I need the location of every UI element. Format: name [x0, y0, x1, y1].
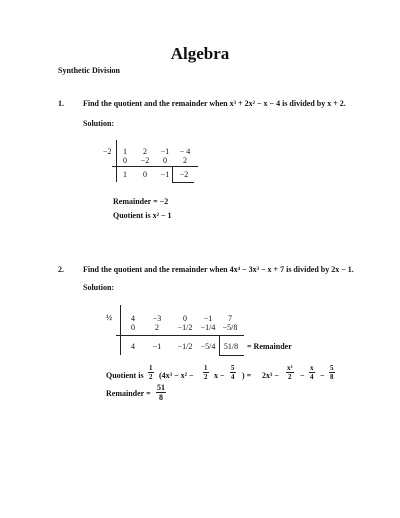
- q2-remainder-tag: = Remainder: [247, 342, 292, 351]
- question-1-text-a: Find the quotient and the remainder when: [83, 99, 230, 108]
- q1-remainder-underline: [172, 182, 194, 183]
- question-1-divisor-text: x + 2.: [327, 99, 346, 108]
- q1-r2-c2: −2: [140, 156, 150, 165]
- q2-r1-c2: −3: [152, 314, 162, 323]
- q2-r3-c5: 51/8: [223, 342, 239, 351]
- q1-r2-c3: 0: [163, 156, 167, 165]
- question-2-text-b: is divided by: [284, 265, 332, 274]
- q2-quotient-minus-2: −: [320, 371, 325, 380]
- q1-quotient-label: Quotient is: [113, 211, 153, 220]
- q2-r3-c3: −1/2: [177, 342, 193, 351]
- q2-remainder-underline: [219, 355, 244, 356]
- q2-quotient-frac-2: $\frac{1}{2}$: [204, 364, 208, 381]
- question-1-expr: x³ + 2x² − x − 4: [229, 99, 281, 108]
- q2-quotient-minus-1: −: [300, 371, 305, 380]
- q2-quotient-frac-1: $\frac{1}{2}$: [149, 364, 153, 381]
- q2-quotient-frac-5: $\frac{x}{4}$: [310, 364, 314, 381]
- page-title: Algebra: [170, 44, 230, 63]
- q2-quotient-paren-open: (4x³ − x² −: [159, 371, 194, 380]
- q1-r1-c2: 2: [143, 147, 147, 156]
- question-1-text-b: is divided by: [280, 99, 328, 108]
- q2-r2-c2: 2: [155, 323, 159, 332]
- q1-r1-c4: − 4: [179, 147, 191, 156]
- q1-r3-c2: 0: [143, 170, 147, 179]
- q2-remainder-label: Remainder =: [106, 389, 151, 398]
- q2-divisor: ½: [106, 313, 112, 322]
- q1-divisor: −2: [103, 147, 112, 156]
- question-1-number: 1.: [58, 99, 64, 108]
- question-2-solution-label: Solution:: [83, 283, 115, 292]
- q2-quotient-frac-4: $\frac{\text{x²}}{2}$: [287, 364, 293, 381]
- q2-r2-c4: −1/4: [200, 323, 216, 332]
- q2-quotient-x-term: x −: [214, 371, 225, 380]
- q1-r3-c4: −2: [179, 170, 189, 179]
- q2-r1-c3: 0: [183, 314, 187, 323]
- question-2-text: [83, 265, 354, 274]
- q1-remainder: Remainder = −2: [113, 197, 169, 206]
- q2-r3-c2: −1: [152, 342, 162, 351]
- q1-r1-c1: 1: [123, 147, 127, 156]
- q2-r2-c1: 0: [131, 323, 135, 332]
- q2-quotient-frac-6: $\frac{5}{8}$: [330, 364, 334, 381]
- q2-r3-c1: 4: [131, 342, 135, 351]
- question-2-text-a: Find the quotient and the remainder when: [83, 265, 230, 274]
- q1-r3-c3: −1: [160, 170, 170, 179]
- q1-r3-c1: 1: [123, 170, 127, 179]
- q2-horizontal-rule: [116, 335, 244, 336]
- q1-r2-c4: 2: [183, 156, 187, 165]
- question-1-text: [83, 99, 346, 108]
- q2-quotient-frac-3: $\frac{5}{4}$: [231, 364, 235, 381]
- q2-r1-c5: 7: [228, 314, 232, 323]
- question-1-solution-label: Solution:: [83, 119, 115, 128]
- q2-r3-c4: −5/4: [200, 342, 216, 351]
- q2-quotient-rhs: 2x³ −: [262, 371, 279, 380]
- section-subtitle: Synthetic Division: [58, 66, 121, 75]
- q1-r1-c3: −1: [160, 147, 170, 156]
- q2-vertical-bar: [120, 305, 121, 355]
- q2-r1-c1: 4: [131, 314, 135, 323]
- q1-quotient-expr: x² − 1: [152, 211, 172, 220]
- q2-remainder-frac: $\frac{51}{8}$: [157, 383, 165, 402]
- q1-r2-c1: 0: [123, 156, 127, 165]
- q1-horizontal-rule: [112, 166, 198, 167]
- question-2-number: 2.: [58, 265, 64, 274]
- q1-quotient: [113, 211, 172, 220]
- question-2-divisor-text: 2x − 1.: [331, 265, 354, 274]
- q2-r2-c5: −5/8: [222, 323, 238, 332]
- q2-quotient-paren-close: ) =: [242, 371, 252, 380]
- q2-r1-c4: −1: [203, 314, 213, 323]
- q1-remainder-bar: [172, 167, 173, 182]
- q2-r2-c3: −1/2: [177, 323, 193, 332]
- question-2-expr: 4x⁴ − 3x³ − x + 7: [229, 265, 285, 274]
- q2-quotient-label: Quotient is: [106, 371, 144, 380]
